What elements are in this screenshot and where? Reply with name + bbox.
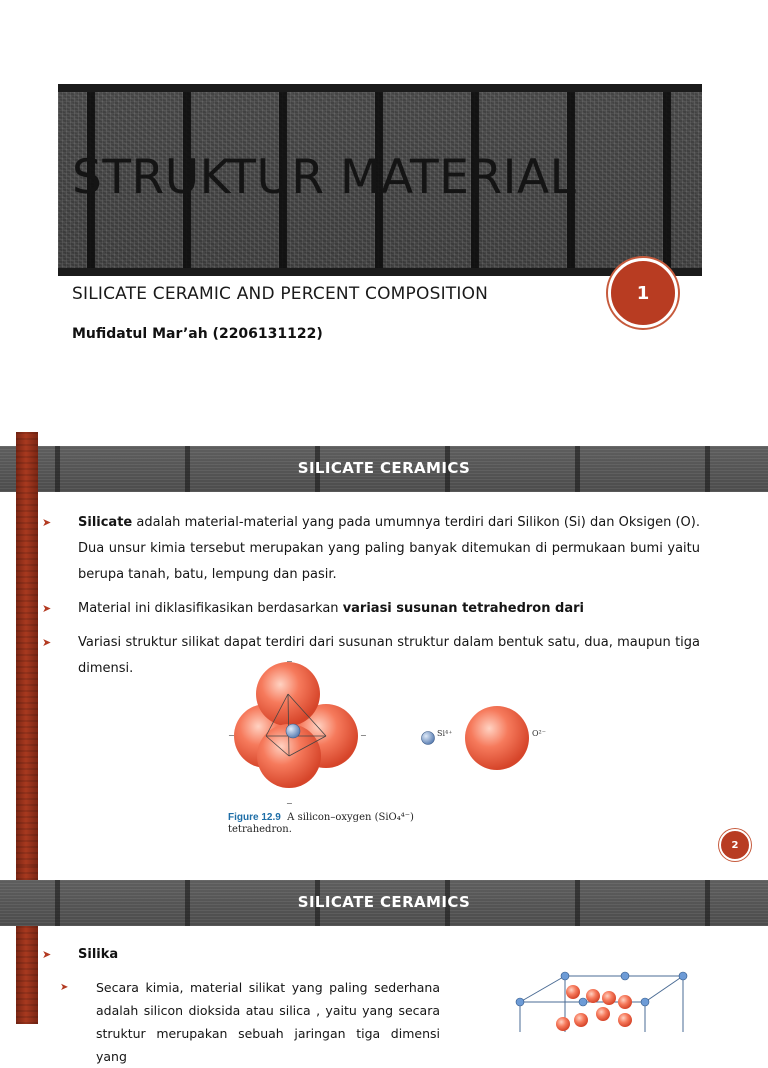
bullet-text: Material ini diklasifikasikan berdasarkan xyxy=(78,601,343,616)
tetrahedron-figure xyxy=(226,658,566,848)
arrow-bullet-icon: ➤ xyxy=(42,516,52,529)
tetrahedron-illustration xyxy=(226,658,566,808)
figure-caption-line2: tetrahedron. xyxy=(228,824,292,835)
figure-number: Figure 12.9 xyxy=(228,812,281,823)
charge-minus-label: − xyxy=(360,731,367,740)
slide-number-badge: 2 xyxy=(719,829,751,861)
bullet-heading: Silika xyxy=(78,947,119,962)
figure-caption-line1: A silicon–oxygen (SiO₄⁴⁻) xyxy=(287,812,414,823)
bullet-list xyxy=(40,946,440,1068)
arrow-bullet-icon: ➤ xyxy=(60,982,69,993)
charge-minus-label: − xyxy=(286,657,293,666)
arrow-bullet-icon: ➤ xyxy=(42,602,52,615)
bullet-bold-term: variasi susunan tetrahedron dari xyxy=(342,601,584,616)
charge-minus-label: − xyxy=(286,799,293,808)
silicon-legend-atom xyxy=(422,732,435,745)
bullet-bold-term: Silicate xyxy=(78,515,133,530)
slide-number-badge: 1 xyxy=(608,258,678,328)
silica-crystal-structure-illustration xyxy=(505,962,705,1032)
silicon-atom xyxy=(286,724,300,738)
author-name: Mufidatul Mar’ah (2206131122) xyxy=(72,326,323,342)
arrow-bullet-icon: ➤ xyxy=(42,636,52,649)
slide-subtitle: SILICATE CERAMIC AND PERCENT COMPOSITION xyxy=(72,284,489,304)
figure-caption xyxy=(228,812,414,836)
section-header xyxy=(0,446,768,492)
content-slide-2 xyxy=(0,432,768,866)
section-header xyxy=(0,880,768,926)
oxygen-legend-atom xyxy=(465,706,529,770)
bullet-item xyxy=(40,510,700,588)
bullet-item xyxy=(40,946,440,964)
section-header-text: SILICATE CERAMICS xyxy=(297,459,471,477)
sub-bullet-text: Secara kimia, material silikat yang paling sederhana adalah silicon dioksida atau silica , yaitu yang secara struktur merupakan sebuah jaringan tiga dimensi yang xyxy=(96,980,440,1064)
bullet-item xyxy=(40,596,700,622)
title-slide xyxy=(0,0,768,432)
sub-bullet-item xyxy=(40,976,440,1068)
oxygen-legend-label: O²⁻ xyxy=(532,729,546,738)
charge-minus-label: − xyxy=(228,731,235,740)
silicon-legend-label: Si⁴⁺ xyxy=(437,729,453,738)
bullet-text: adalah material-material yang pada umumnya terdiri dari Silikon (Si) dan Oksigen (O). Dua unsur kimia tersebut merupakan yang paling banyak ditemukan di permukaan bumi yaitu berupa tanah, batu, lempung dan pasir. xyxy=(78,515,700,582)
slide-title: STRUKTUR MATERIAL xyxy=(72,150,577,205)
content-slide-3 xyxy=(0,866,768,1064)
decorative-side-strip xyxy=(16,432,38,866)
bullet-text: Variasi struktur silikat dapat terdiri dari susunan struktur dalam bentuk satu, dua, maupun tiga dimensi. xyxy=(78,635,700,676)
title-banner xyxy=(58,84,702,276)
arrow-bullet-icon: ➤ xyxy=(42,948,52,961)
section-header-text: SILICATE CERAMICS xyxy=(297,893,471,911)
